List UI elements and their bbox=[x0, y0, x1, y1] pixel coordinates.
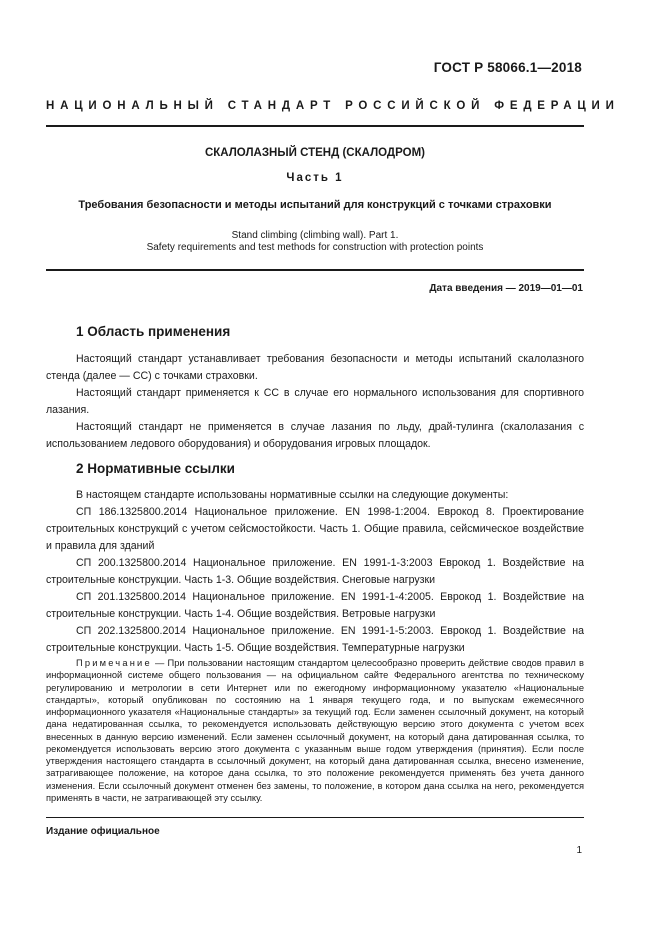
document-title: СКАЛОЛАЗНЫЙ СТЕНД (СКАЛОДРОМ) bbox=[204, 147, 426, 159]
note-block bbox=[46, 657, 584, 804]
header-rule bbox=[46, 125, 584, 127]
paragraph: Настоящий стандарт не применяется в случае лазания по льду, драй-тулинга (скалолазания с использованием ледового оборудования) и оборудования игровых площадок. bbox=[46, 421, 584, 450]
edition-label: Издание официальное bbox=[46, 826, 160, 837]
gost-number: ГОСТ Р 58066.1—2018 bbox=[433, 60, 582, 75]
note-label: Примечание bbox=[76, 658, 152, 668]
paragraph: В настоящем стандарте использованы нормативные ссылки на следующие документы: bbox=[76, 489, 509, 501]
english-title-line2: Safety requirements and test methods for construction with protection points bbox=[146, 242, 484, 253]
reference-item: СП 200.1325800.2014 Национальное приложение. EN 1991-1-3:2003 Еврокод 1. Воздействие на строительные конструкции. Часть 1-3. Общие воздействия. Снеговые нагрузки bbox=[46, 557, 584, 586]
section-1-heading: 1 Область применения bbox=[76, 324, 231, 339]
section-2-heading: 2 Нормативные ссылки bbox=[76, 461, 235, 476]
section-2-body bbox=[46, 487, 584, 657]
national-standard-banner: НАЦИОНАЛЬНЫЙ СТАНДАРТ РОССИЙСКОЙ ФЕДЕРАЦИИ bbox=[46, 100, 620, 112]
note-text: — При пользовании настоящим стандартом целесообразно проверить действие сводов правил в информационной системе общего пользования — на официальном сайте Федерального агентства по техническому регулированию и метрологии в сети Интернет или по ежегодному информационному указателю «Национальные стандарты», который опубликован по состоянию на 1 января текущего года, и по выпускам ежемесячного информационного указателя «Национальные стандарты» за текущий год. Если заменен ссылочный документ, на который дана недатированная ссылка, то рекомендуется использовать действующую версию этого документа с учетом всех внесенных в данную версию изменений. Если заменен ссылочный документ, на который дана датированная ссылка, то рекомендуется использовать версию этого документа с указанным выше годом утверждения (принятия). Если после утверждения настоящего стандарта в ссылочный документ, на который дана датированная ссылка, внесено изменение, затрагивающее положение, на которое дана ссылка, то это положение рекомендуется применять без учета данного изменения. Если ссылочный документ отменен без замены, то положение, в котором дана ссылка на него, рекомендуется применять в части, не затрагивающей эту ссылку. bbox=[46, 658, 584, 803]
page-number: 1 bbox=[576, 845, 582, 856]
reference-item: СП 202.1325800.2014 Национальное приложение. EN 1991-1-5:2003. Еврокод 1. Воздействие на строительные конструкции. Часть 1-5. Общие воздействия. Температурные нагрузки bbox=[46, 625, 584, 654]
reference-item: СП 201.1325800.2014 Национальное приложение. EN 1991-1-4:2005. Еврокод 1. Воздействие на строительные конструкции. Часть 1-4. Общие воздействия. Ветровые нагрузки bbox=[46, 591, 584, 620]
title-rule bbox=[46, 269, 584, 271]
english-title-line1: Stand climbing (climbing wall). Part 1. bbox=[231, 230, 399, 241]
document-part: Часть 1 bbox=[286, 172, 344, 184]
document-subtitle: Требования безопасности и методы испытаний для конструкций с точками страховки bbox=[78, 199, 552, 211]
intro-date: Дата введения — 2019—01—01 bbox=[429, 283, 583, 294]
reference-item: СП 186.1325800.2014 Национальное приложение. EN 1998-1:2004. Еврокод 8. Проектирование строительных конструкций с учетом сейсмостойкости. Часть 1. Общие правила, сейсмическое воздействие и правила для зданий bbox=[46, 506, 584, 552]
section-1-body bbox=[46, 351, 584, 453]
paragraph: Настоящий стандарт применяется к СС в случае его нормального использования для спортивного лазания. bbox=[46, 387, 584, 416]
footer-rule bbox=[46, 817, 584, 818]
paragraph: Настоящий стандарт устанавливает требования безопасности и методы испытаний скалолазного стенда (далее — СС) с точками страховки. bbox=[46, 353, 584, 382]
